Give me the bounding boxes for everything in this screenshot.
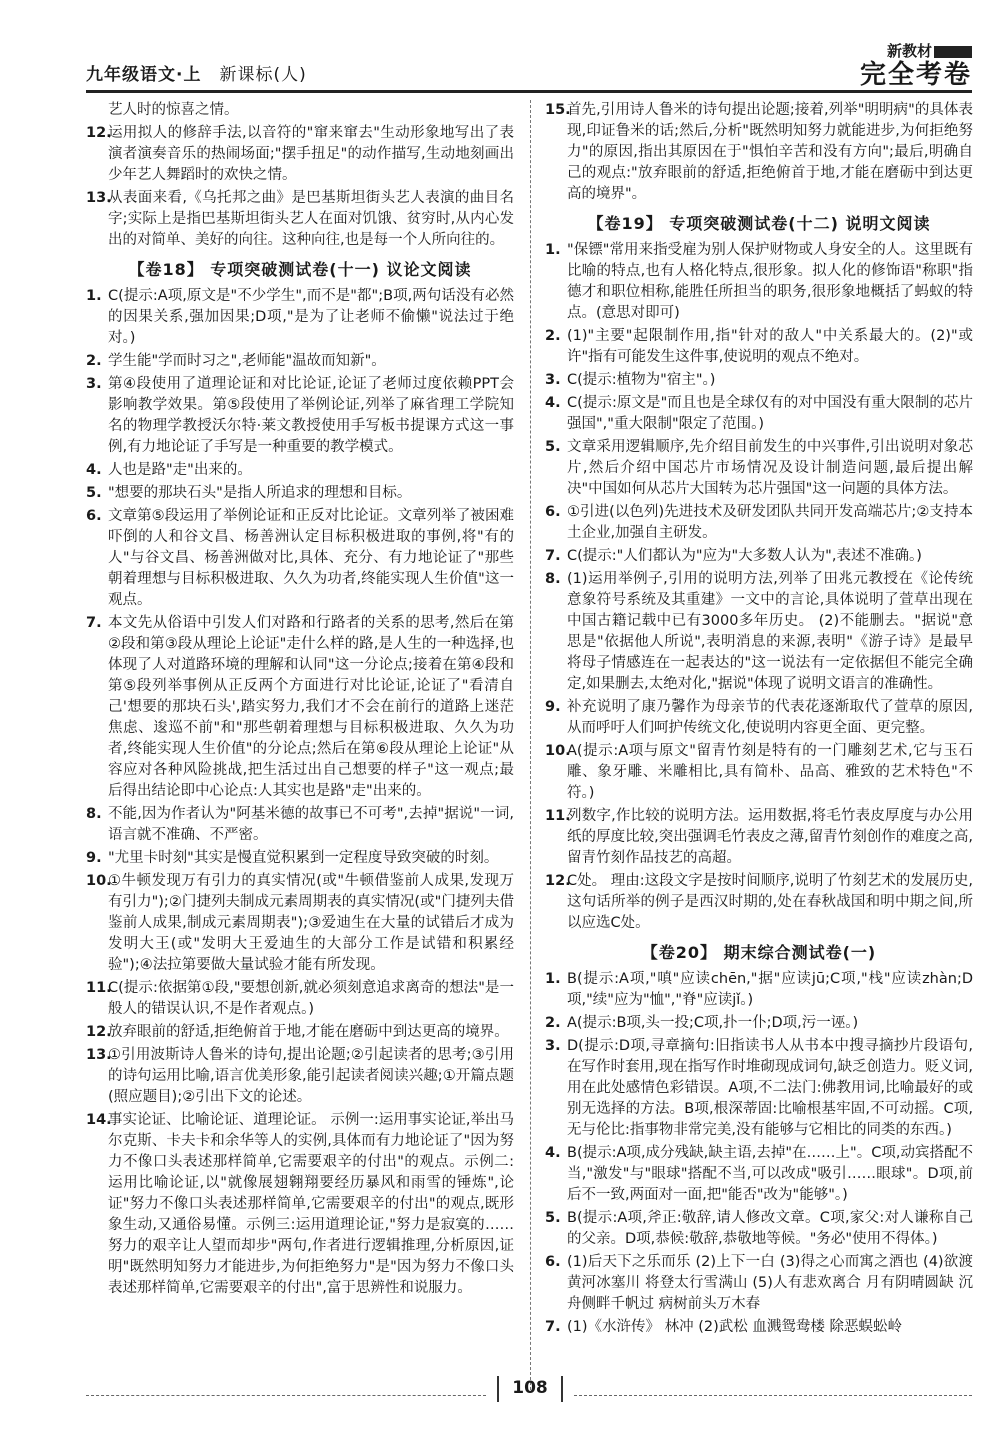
answer-number: 6.: [86, 508, 102, 524]
answer-number: 13.: [86, 1047, 112, 1063]
answer-text: 第④段使用了道理论证和对比论证,论证了老师过度依赖PPT会影响教学效果。第⑤段使用了举例论证,列举了麻省理工学院知名的物理学教授沃尔特·莱文教授使用手写板书提课方式这一事例,有力地论证了手写是一种重要的教学模式。: [108, 376, 514, 455]
answer-text: ①引进(以色列)先进技术及研发团队共同开发高端芯片;②支持本土企业,加强自主研发。: [567, 504, 973, 541]
answer-text: "想要的那块石头"是指人所追求的理想和目标。: [108, 485, 412, 501]
answer-item: [86, 483, 514, 504]
answer-item: [86, 871, 514, 976]
answer-number: 4.: [545, 1145, 561, 1161]
answer-number: 14.: [86, 1112, 112, 1128]
answer-number: 10.: [545, 743, 571, 759]
brand-block: [860, 40, 972, 89]
answer-text: (1)运用举例子,引用的说明方法,列举了田兆元教授在《论传统意象符号系统及其重建》一文中的言论,具体说明了萱草出现在中国古籍记载中已有3000多年历史。 (2)不能删去。"据说"意思是"依据他人所说",表明消息的来源,表明"《游子诗》是最早将母子情感连在一起表达的"这一说法有一定依据但不能完全确定,如果删去,太绝对化,"据说"体现了说明文语言的准确性。: [567, 571, 973, 692]
answer-item: [545, 871, 973, 934]
answer-text: 文章第⑤段运用了举例论证和正反对比论证。文章列举了被困难吓倒的人和谷文昌、杨善洲认定目标积极进取的事例,将"有的人"与谷文昌、杨善洲做对比,具体、充分、有力地论证了"那些朝着理想与目标积极进取、久久为功者,终能实现人生价值"这一观点。: [108, 508, 514, 608]
brand-title: 完全考卷: [859, 60, 972, 90]
answer-text: 补充说明了康乃馨作为母亲节的代表花逐渐取代了萱草的原因,从而呼吁人们呵护传统文化,使说明内容更全面、更完整。: [567, 699, 973, 736]
answer-number: 1.: [86, 288, 102, 304]
answer-number: 4.: [545, 395, 561, 411]
edition-label: 新课标(人): [219, 65, 307, 85]
continuation-text: 艺人时的惊喜之情。: [108, 102, 239, 118]
answer-text: "保镖"常用来指受雇为别人保护财物或人身安全的人。这里既有比喻的特点,也有人格化特点,很形象。拟人化的修饰语"称职"指德才和职位相称,能胜任所担当的职务,很形象地概括了蚂蚁的特点。(意思对即可): [567, 242, 973, 321]
answer-text: C(提示:原文是"而且也是全球仅有的对中国没有重大限制的芯片强国","重大限制"限定了范围。): [567, 395, 973, 432]
answer-text: 本文先从俗语中引发人们对路和行路者的关系的思考,然后在第②段和第③段从理论上论证"走什么样的路,是人生的一种选择,也体现了人对道路环境的理解和认同"这一分论点;接着在第④段和第⑤段列举事例从正反两个方面进行对比论证,论证了"看清自己'想要的那块石头',踏实努力,我们才不会在前行的道路上迷茫焦虑、逡巡不前"和"那些朝着理想与目标积极进取、久久为功者,终能实现人生价值"的分论点;然后在第⑥段从理论上论证"从容应对各种风险挑战,把生活过出自己想要的样子"这一观点;最后得出结论即中心论点:人其实也是路"走"出来的。: [108, 615, 514, 799]
answer-text: (1)后天下之乐而乐 (2)上下一白 (3)得之心而寓之酒也 (4)欲渡黄河冰塞川 将登太行雪满山 (5)人有悲欢离合 月有阴晴圆缺 沉舟侧畔千帆过 病树前头万木春: [567, 1254, 973, 1312]
answer-item: [545, 240, 973, 324]
answer-item: [545, 326, 973, 368]
answer-text: 事实论证、比喻论证、道理论证。 示例一:运用事实论证,举出马尔克斯、卡夫卡和余华等人的实例,具体而有力地论证了"因为努力不像口头表述那样简单,它需要艰辛的付出"的观点。示例二:运用比喻论证,以"就像展翅翱翔要经历暴风和雨雪的锤炼",论证"努力不像口头表述那样简单,它需要艰辛的付出"的观点,既形象生动,又通俗易懂。示例三:运用道理论证,"努力是寂寞的……努力的艰辛让人望而却步"两句,作者进行逻辑推理,分析原因,证明"既然明知努力才能进步,为何拒绝努力"是"因为努力不像口头表述那样简单,它需要艰辛的付出",富于思辨性和说服力。: [108, 1112, 514, 1296]
answer-list-20: [545, 969, 973, 1338]
answer-item: [86, 374, 514, 458]
answer-text: 文章采用逻辑顺序,先介绍目前发生的中兴事件,引出说明对象芯片,然后介绍中国芯片市场情况及设计制造问题,最后提出解决"中国如何从芯片大国转为芯片强国"这一问题的具体方法。: [567, 439, 973, 497]
answer-item: [545, 1252, 973, 1315]
answer-text: B(提示:A项,"嗔"应读chēn,"据"应读jū;C项,"栈"应读zhàn;D项,"续"应为"恤","脊"应读jǐ。): [567, 971, 973, 1008]
footer-rule-right: [574, 1395, 972, 1396]
answer-item: [545, 502, 973, 544]
footer-rule-left: [86, 1395, 486, 1396]
answer-item: [86, 848, 514, 869]
answer-number: 7.: [545, 1319, 561, 1335]
answer-text: C(提示:依据第①段,"要想创新,就必须刻意追求离奇的想法"是一般人的错误认识,不是作者观点。): [108, 980, 514, 1017]
answer-item: [545, 1208, 973, 1250]
answer-text: 学生能"学而时习之",老师能"温故而知新"。: [108, 353, 386, 369]
answer-number: 3.: [545, 1038, 561, 1054]
answer-text: ①引用波斯诗人鲁米的诗句,提出论题;②引起读者的思考;③引用的诗句运用比喻,语言优美形象,能引起读者阅读兴趣;①开篇点题(照应题目);②引出下文的论述。: [108, 1047, 514, 1105]
answer-text: D(提示:D项,寻章摘句:旧指读书人从书本中搜寻摘抄片段语句,在写作时套用,现在指写作时堆砌现成词句,缺乏创造力。贬义词,用在此处感情色彩错误。A项,不二法门:佛教用词,比喻最好的或别无选择的方法。B项,根深蒂固:比喻根基牢固,不可动摇。C项,无与伦比:指事物非常完美,没有能够与它相比的同类的东西。): [567, 1038, 973, 1138]
answer-number: 7.: [86, 615, 102, 631]
answer-text: B(提示:A项,成分残缺,缺主语,去掉"在……上"。C项,动宾搭配不当,"激发"与"眼球"搭配不当,可以改成"吸引……眼球"。D项,前后不一致,两面对一面,把"能否"改为"能够"。): [567, 1145, 973, 1203]
answer-text: B(提示:A项,斧正:敬辞,请人修改文章。C项,家父:对人谦称自己的父亲。D项,恭候:敬辞,恭敬地等候。"务必"使用不得体。): [567, 1210, 973, 1247]
answer-number: 2.: [545, 1015, 561, 1031]
answer-number: 12.: [86, 1024, 112, 1040]
answer-text: 从表面来看,《乌托邦之曲》是巴基斯坦街头艺人表演的曲目名字;实际上是指巴基斯坦街头艺人在面对饥饿、贫穷时,从内心发出的对简单、美好的向往。这种向往,也是每一个人所向往的。: [108, 190, 514, 248]
footer-bar-right: [561, 1376, 563, 1402]
answer-text: "尤里卡时刻"其实是慢直觉积累到一定程度导致突破的时刻。: [108, 850, 499, 866]
answer-item: [545, 569, 973, 695]
answer-item: [86, 506, 514, 611]
answer-item: [545, 741, 973, 804]
answer-item: [545, 969, 973, 1011]
answer-list-top-right: [545, 100, 973, 205]
answer-item: [545, 1143, 973, 1206]
header-rule: [86, 90, 972, 93]
answer-number: 6.: [545, 504, 561, 520]
answer-text: 列数字,作比较的说明方法。运用数据,将毛竹表皮厚度与办公用纸的厚度比较,突出强调毛竹表皮之薄,留青竹刻创作的难度之高,留青竹刻作品技艺的高超。: [567, 808, 973, 866]
answer-item: [545, 437, 973, 500]
answer-text: C(提示:植物为"宿主"。): [567, 372, 716, 388]
answer-number: 11.: [86, 980, 112, 996]
page-header: [86, 40, 972, 90]
answer-item: [86, 286, 514, 349]
answer-number: 11.: [545, 808, 571, 824]
answer-item: [86, 1110, 514, 1299]
answer-number: 2.: [545, 328, 561, 344]
answer-number: 3.: [86, 376, 102, 392]
answer-number: 8.: [545, 571, 561, 587]
answer-item: [86, 351, 514, 372]
answer-number: 10.: [86, 873, 112, 889]
answer-number: 5.: [86, 485, 102, 501]
answer-list-top-left: [86, 123, 514, 251]
answer-item: [86, 1045, 514, 1108]
answer-number: 13.: [86, 190, 112, 206]
answer-item: [86, 1022, 514, 1043]
answer-item: [545, 806, 973, 869]
answer-number: 8.: [86, 806, 102, 822]
answer-item: [545, 546, 973, 567]
answer-text: (1)《水浒传》 林冲 (2)武松 血溅鸳鸯楼 除恶蜈蚣岭: [567, 1319, 903, 1335]
answer-text: 人也是路"走"出来的。: [108, 462, 252, 478]
answer-number: 9.: [86, 850, 102, 866]
answer-text: ①牛顿发现万有引力的真实情况(或"牛顿借鉴前人成果,发现万有引力");②门捷列夫制成元素周期表的真实情况(或"门捷列夫借鉴前人成果,制成元素周期表");③爱迪生在大量的试错后才成为发明大王(或"发明大王爱迪生的大部分工作是试错和积累经验");④法拉第要做大量试验才能有所发现。: [108, 873, 514, 973]
answer-item: [86, 123, 514, 186]
answer-number: 2.: [86, 353, 102, 369]
answer-item: [86, 613, 514, 802]
answer-number: 3.: [545, 372, 561, 388]
answer-text: C处。 理由:这段文字是按时间顺序,说明了竹刻艺术的发展历史,这句话所举的例子是西汉时期的,处在春秋战国和明中期之间,所以应选C处。: [567, 873, 973, 931]
answer-item: [86, 978, 514, 1020]
answer-text: 首先,引用诗人鲁米的诗句提出论题;接着,列举"明明病"的具体表现,印证鲁米的话;然后,分析"既然明知努力就能进步,为何拒绝努力"的原因,指出其原因在于"惧怕辛苦和没有方向";最后,明确自己的观点:"放弃眼前的舒适,拒绝俯首于地,才能在磨砺中到达更高的境界"。: [567, 102, 973, 202]
answer-number: 5.: [545, 1210, 561, 1226]
answer-text: 不能,因为作者认为"阿基米德的故事已不可考",去掉"据说"一词,语言就不准确、不严密。: [108, 806, 514, 843]
answer-list-19: [545, 240, 973, 934]
column-divider: [530, 100, 531, 1390]
answer-number: 4.: [86, 462, 102, 478]
answer-item: [545, 100, 973, 205]
answer-number: 1.: [545, 971, 561, 987]
answer-item: [545, 697, 973, 739]
answer-item: [545, 1317, 973, 1338]
answer-item: [86, 804, 514, 846]
header-title-block: [86, 60, 307, 85]
answer-number: 6.: [545, 1254, 561, 1270]
page-number: 108: [512, 1378, 548, 1398]
answer-item: [545, 370, 973, 391]
answer-text: A(提示:B项,头一投;C项,扑一仆;D项,污一诬。): [567, 1015, 859, 1031]
answer-item: [86, 460, 514, 481]
book-title: 九年级语文·上: [86, 65, 202, 85]
footer-bar-left: [497, 1376, 499, 1402]
answer-text: C(提示:A项,原文是"不少学生",而不是"都";B项,两句话没有必然的因果关系,强加因果;D项,"是为了让老师不偷懒"说法过于绝对。): [108, 288, 514, 346]
answer-text: C(提示:"人们都认为"应为"大多数人认为",表述不准确。): [567, 548, 922, 564]
answer-text: (1)"主要"起限制作用,指"针对的敌人"中关系最大的。(2)"或许"指有可能发生这件事,使说明的观点不绝对。: [567, 328, 973, 365]
answer-number: 12.: [86, 125, 112, 141]
right-column: [545, 100, 973, 1390]
answer-number: 12.: [545, 873, 571, 889]
answer-text: 运用拟人的修辞手法,以音符的"窜来窜去"生动形象地写出了表演者演奏音乐的热闹场面;"摆手扭足"的动作描写,生动地刻画出少年艺人舞蹈时的欢快之情。: [108, 125, 514, 183]
brand-badge-icon: [934, 46, 972, 58]
answer-number: 5.: [545, 439, 561, 455]
brand-subtitle: 新教材: [860, 40, 972, 61]
section-heading-18: 【卷18】 专项突破测试卷(十一) 议论文阅读: [128, 260, 472, 279]
answer-text: 放弃眼前的舒适,拒绝俯首于地,才能在磨砺中到达更高的境界。: [108, 1024, 509, 1040]
answer-number: 9.: [545, 699, 561, 715]
answer-text: A(提示:A项与原文"留青竹刻是特有的一门雕刻艺术,它与玉石雕、象牙雕、米雕相比,具有简朴、品高、雅致的艺术特色"不符。): [567, 743, 973, 801]
section-heading-20: 【卷20】 期末综合测试卷(一): [641, 943, 877, 962]
answer-item: [86, 188, 514, 251]
answer-item: [545, 393, 973, 435]
answer-item: [545, 1013, 973, 1034]
section-heading-19: 【卷19】 专项突破测试卷(十二) 说明文阅读: [587, 214, 931, 233]
answer-number: 15.: [545, 102, 571, 118]
left-column: [86, 100, 514, 1390]
answer-number: 1.: [545, 242, 561, 258]
answer-list-18: [86, 286, 514, 1299]
answer-number: 7.: [545, 548, 561, 564]
answer-item: [545, 1036, 973, 1141]
